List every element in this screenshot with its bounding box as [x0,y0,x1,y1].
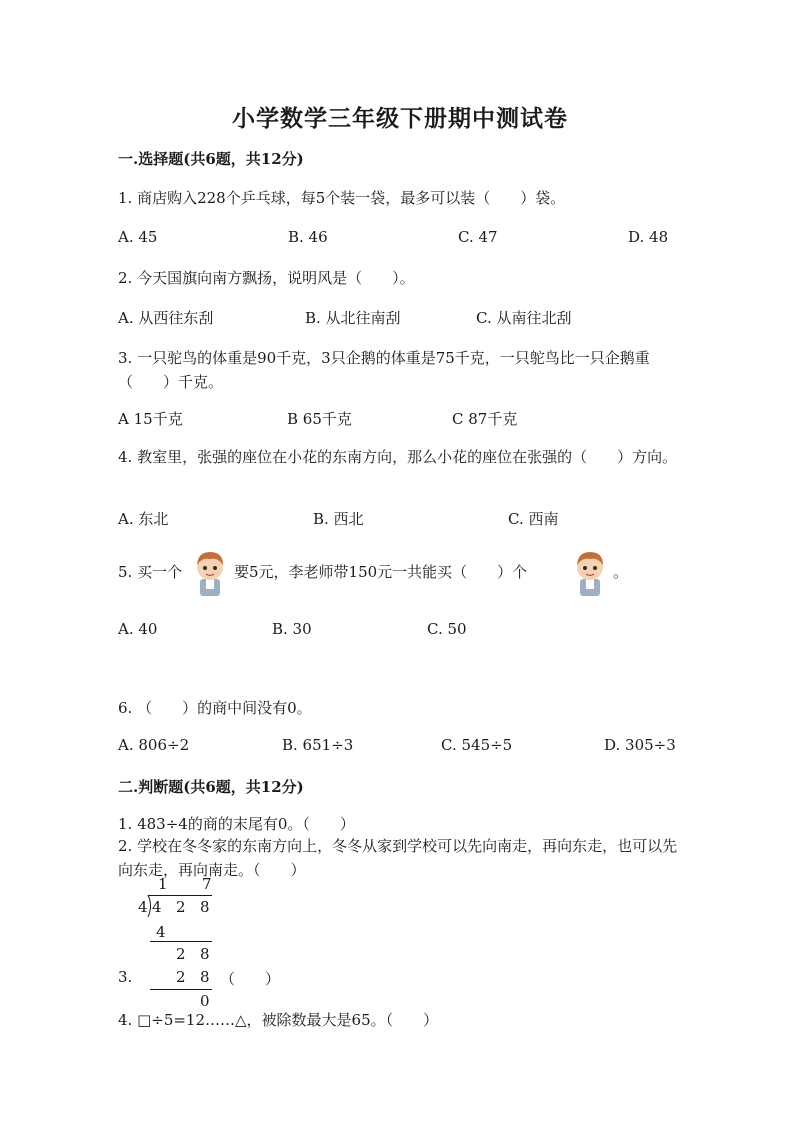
q2-option-b: B. 从北往南刮 [305,309,401,327]
question-3: 3. 一只驼鸟的体重是90千克，3只企鹅的体重是75千克，一只鸵鸟比一只企鹅重（ ）千克。 [118,349,650,391]
tf-question-3-number: 3. [118,968,133,986]
q6-option-c: C. 545÷5 [441,736,513,754]
step-digit: 8 [200,945,210,963]
q4-option-c: C. 西南 [508,510,559,528]
q5-option-b: B. 30 [272,620,312,638]
question-4: 4. 教室里，张强的座位在小花的东南方向，那么小花的座位在张强的（ ）方向。 [118,448,678,466]
quotient-digit: 7 [202,875,212,893]
section-heading-choice: 一.选择题(共6题，共12分) [118,150,304,168]
dividend-digit: 2 [176,898,186,916]
step-digit: 8 [200,968,210,986]
q5-option-a: A. 40 [118,620,158,638]
step-digit: 2 [176,968,186,986]
q4-option-a: A. 东北 [118,510,169,528]
q3-option-c: C 87千克 [452,410,518,428]
q1-option-d: D. 48 [628,228,669,246]
q6-option-a: A. 806÷2 [118,736,190,754]
q1-option-b: B. 46 [288,228,328,246]
question-6: 6. （ ）的商中间没有0。 [118,699,312,717]
question-1: 1. 商店购入228个乒乓球，每5个装一袋，最多可以装（ ）袋。 [118,189,566,207]
dividend-digit: 4 [152,898,162,916]
dividend-digit: 8 [200,898,210,916]
section-heading-judgement: 二.判断题(共6题，共12分) [118,778,304,796]
q6-option-b: B. 651÷3 [282,736,354,754]
q2-option-c: C. 从南往北刮 [476,309,572,327]
tf-question-4: 4. □÷5=12……△，被除数最大是65。（ ） [118,1011,439,1029]
q1-option-a: A. 45 [118,228,158,246]
q3-option-b: B 65千克 [287,410,352,428]
division-line [150,989,212,990]
quotient-digit: 1 [158,875,168,893]
q5-text-start: 5. 买一个 [118,563,183,581]
tf-question-3-mark: （ ） [220,970,281,988]
question-2: 2. 今天国旗向南方飘扬，说明风是（ ）。 [118,269,415,287]
q2-option-a: A. 从西往东刮 [118,309,214,327]
q1-option-c: C. 47 [458,228,498,246]
divisor: 4 [138,898,148,916]
q5-text-end: 。 [613,563,629,581]
division-bar [148,895,212,896]
q3-option-a: A 15千克 [118,410,183,428]
q4-option-b: B. 西北 [313,510,364,528]
division-line [150,941,212,942]
q5-option-c: C. 50 [427,620,467,638]
step-digit: 2 [176,945,186,963]
boy-figure-image-2 [570,547,610,597]
q6-option-d: D. 305÷3 [604,736,676,754]
long-division-figure [118,873,228,1013]
boy-figure-image [190,547,230,597]
remainder-digit: 0 [200,992,210,1010]
tf-question-2: 2. 学校在冬冬家的东南方向上，冬冬从家到学校可以先向南走，再向东走，也可以先向东走，再向南走。（ ） [118,837,678,879]
page-title: 小学数学三年级下册期中测试卷 [232,105,568,132]
step-digit: 4 [156,923,166,941]
q5-text-middle: 要5元，李老师带150元一共能买（ ）个 [234,563,528,581]
tf-question-1: 1. 483÷4的商的末尾有0。（ ） [118,815,355,833]
